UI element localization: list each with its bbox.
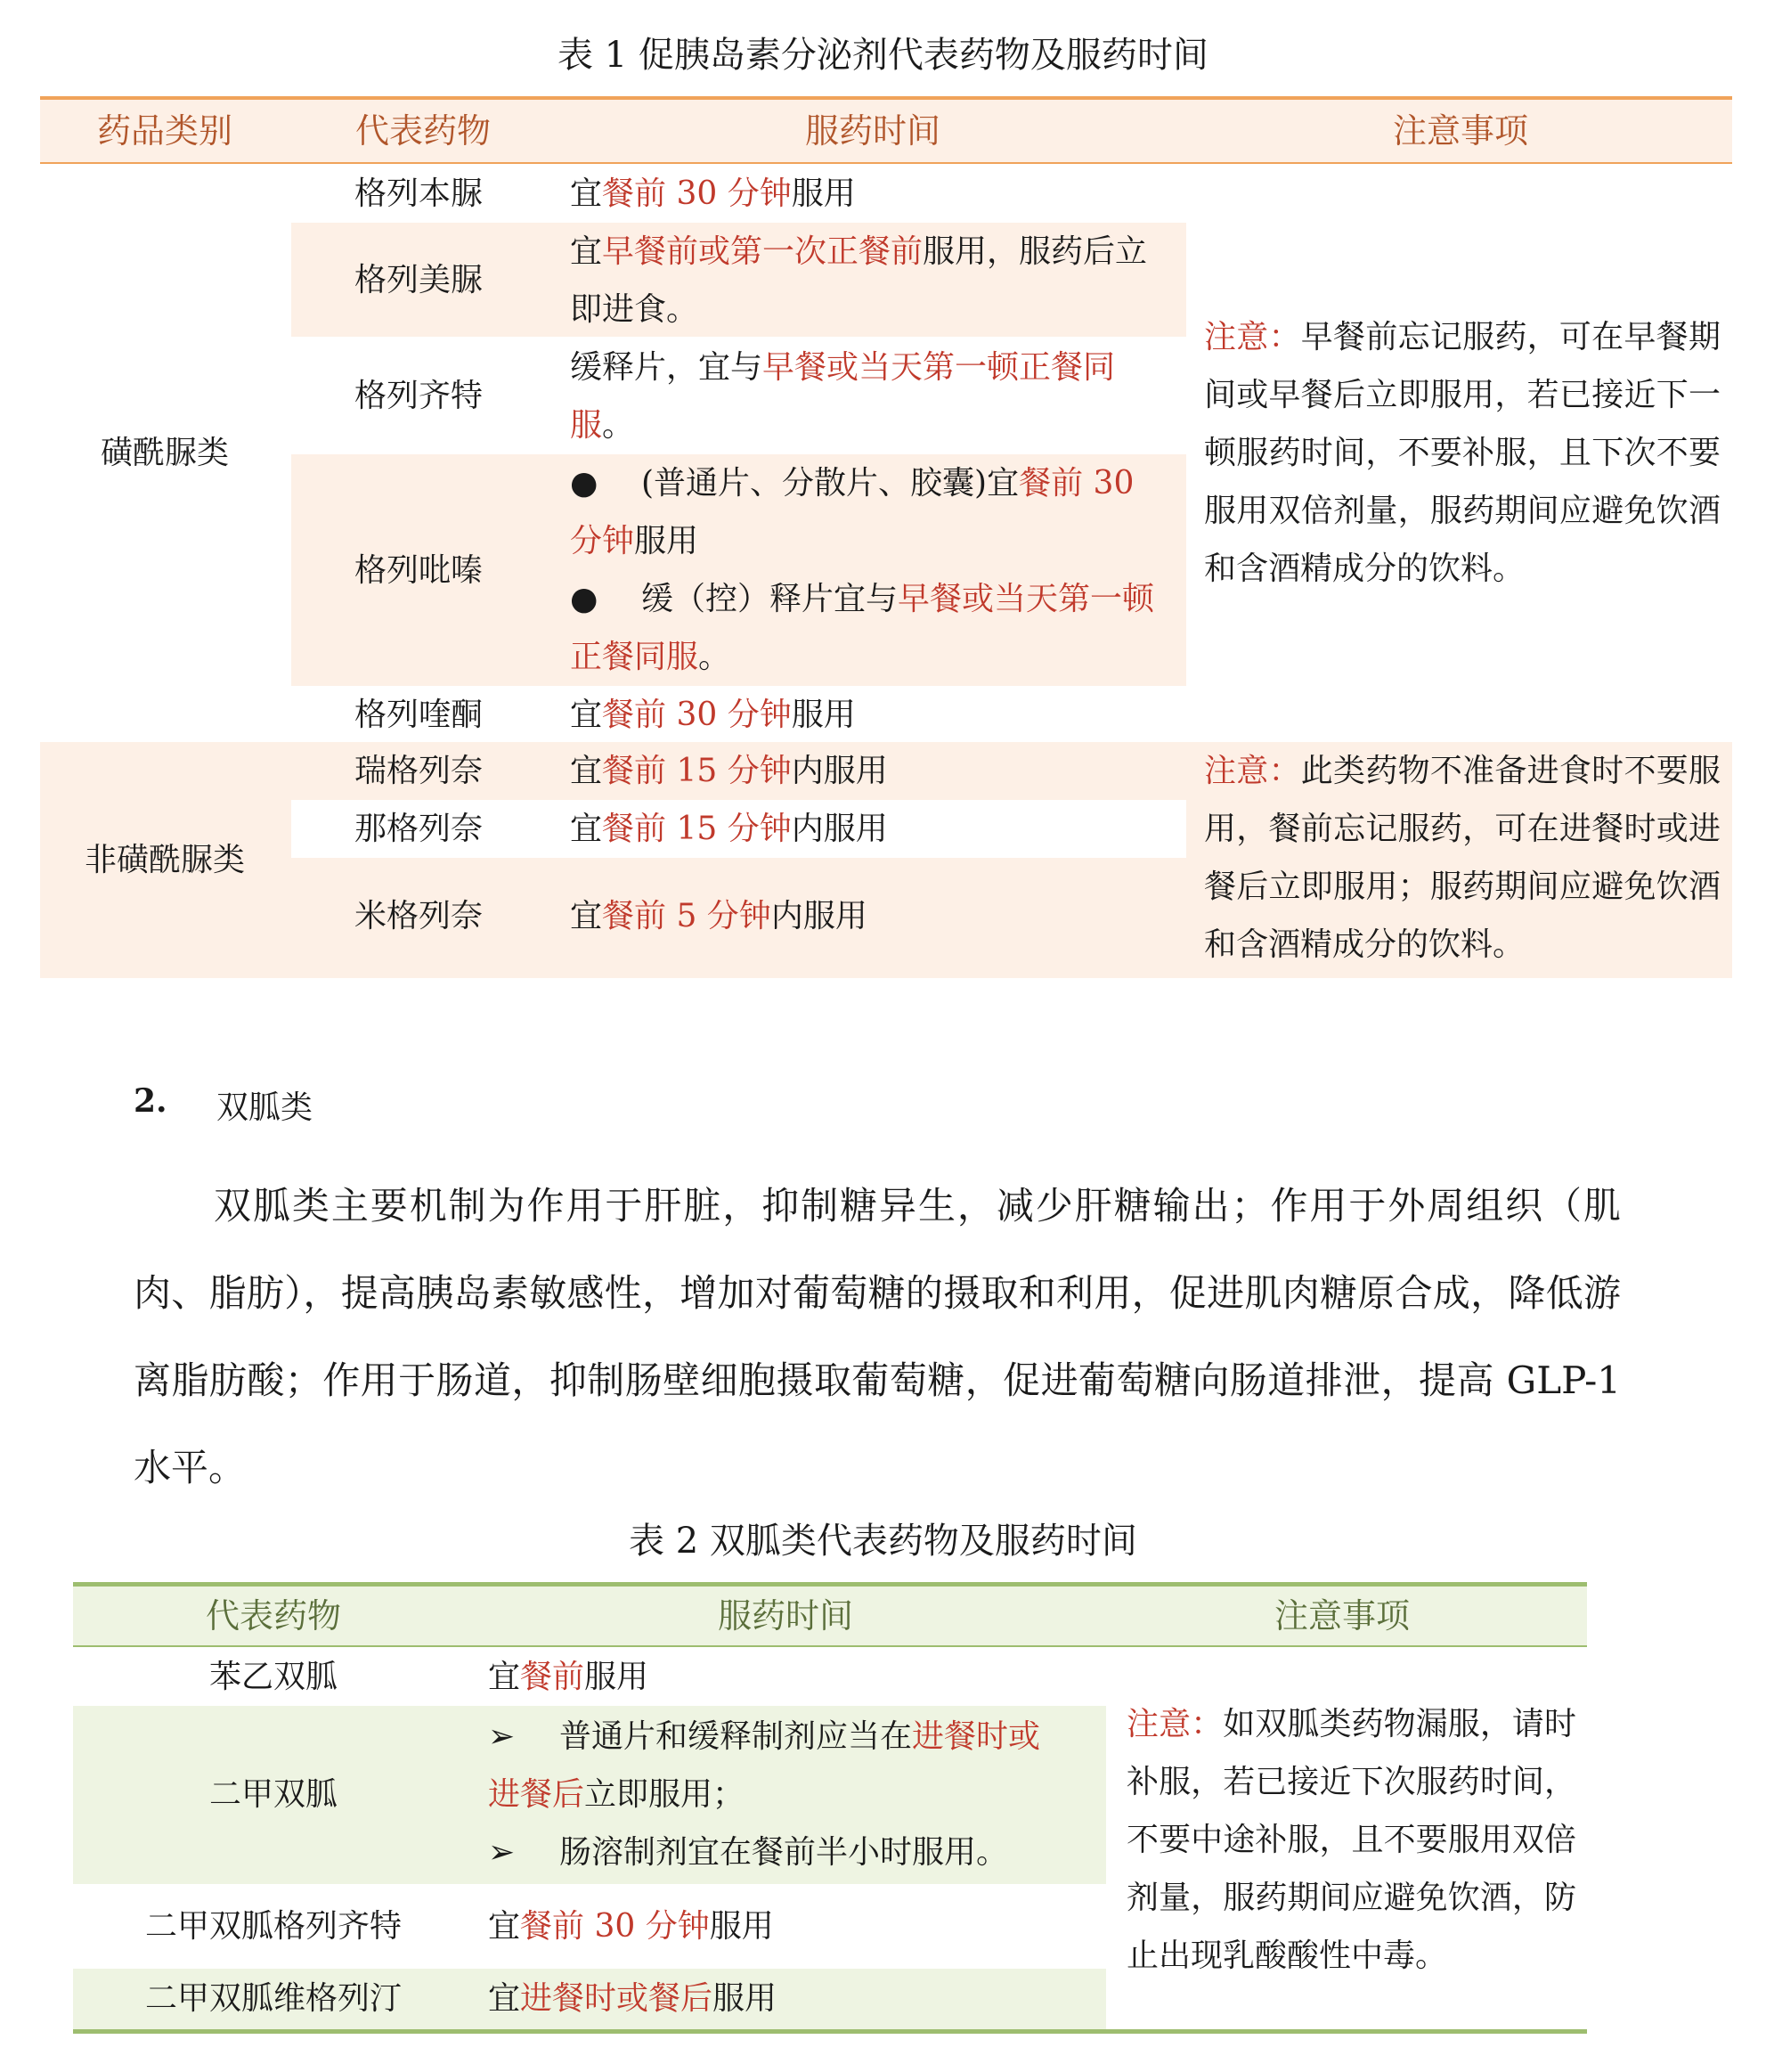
- drug-name: 格列美脲: [354, 262, 484, 298]
- drug-name: 瑞格列奈: [354, 753, 484, 789]
- bullet-icon: ●: [570, 465, 598, 502]
- dosing-time: 宜餐前 30 分钟服用: [570, 175, 856, 212]
- drug-name: 格列本脲: [354, 175, 484, 212]
- drug-name: 那格列奈: [354, 811, 484, 847]
- table1-header-rule: [40, 162, 1732, 164]
- table2-header-drug: 代表药物: [205, 1596, 341, 1636]
- table1-header-drug: 代表药物: [354, 111, 491, 151]
- dosing-time: 宜餐前 5 分钟内服用: [570, 898, 867, 934]
- table1-header-category: 药品类别: [96, 111, 232, 151]
- drug-name: 二甲双胍维格列汀: [144, 1980, 402, 2017]
- dosing-time: ● (普通片、分散片、胶囊)宜餐前 30 分钟服用 ● 缓（控）释片宜与早餐或当天第一顿 正餐同服。: [570, 454, 1184, 686]
- drug-name: 苯乙双胍: [208, 1659, 338, 1695]
- category-non-sulfonylurea: 非磺酰脲类: [84, 842, 245, 878]
- dosing-time: 宜餐前 15 分钟内服用: [570, 753, 888, 789]
- section-paragraph: 双胍类主要机制为作用于肝脏，抑制糖异生，减少肝糖输出；作用于外周组织（肌肉、脂肪），提高胰岛素敏感性，增加对葡萄糖的摄取和利用，促进肌肉糖原合成，降低游离脂肪酸；作用于肠道，抑制肠壁细胞摄取葡萄糖，促进葡萄糖向肠道排泄，提高 GLP-1 水平。: [134, 1184, 1621, 1489]
- section-title: 双胍类: [216, 1089, 313, 1126]
- table1-header-time: 服药时间: [804, 111, 940, 151]
- drug-name: 米格列奈: [354, 898, 484, 934]
- table2-header-notes: 注意事项: [1274, 1596, 1410, 1636]
- section-number: 2.: [134, 1082, 167, 1120]
- table2-caption: 表 2 双胍类代表药物及服药时间: [629, 1521, 1137, 1562]
- table2-header-rule: [73, 1645, 1587, 1647]
- table1-header-notes: 注意事项: [1392, 111, 1528, 151]
- arrow-bullet-icon: ➢: [488, 1718, 516, 1755]
- table2-header-time: 服药时间: [717, 1596, 853, 1636]
- drug-name: 格列齐特: [354, 378, 484, 414]
- dosing-time: 宜餐前 15 分钟内服用: [570, 811, 888, 847]
- drug-name: 格列吡嗪: [354, 552, 484, 589]
- table2-bottom-rule: [73, 2029, 1587, 2034]
- biguanide-note: 注意：如双胍类药物漏服，请时补服，若已接近下次服药时间，不要中途补服，且不要服用双倍剂量，服药期间应避免饮酒，防止出现乳酸酸性中毒。: [1127, 1706, 1576, 1974]
- dosing-time: 宜进餐时或餐后服用: [488, 1980, 777, 2017]
- dosing-time: 宜餐前服用: [488, 1659, 649, 1695]
- dosing-time: 宜餐前 30 分钟服用: [488, 1908, 774, 1945]
- drug-name: 二甲双胍: [208, 1776, 338, 1813]
- dosing-time: 宜餐前 30 分钟服用: [570, 697, 856, 733]
- dosing-time: ➢ 普通片和缓释制剂应当在进餐时或 进餐后立即服用； ➢ 肠溶制剂宜在餐前半小时服用。: [488, 1708, 1103, 1881]
- sulfonylurea-note: 注意：早餐前忘记服药，可在早餐期间或早餐后立即服用，若已接近下一顿服药时间，不要补服，且下次不要服用双倍剂量，服药期间应避免饮酒和含酒精成分的饮料。: [1204, 319, 1721, 587]
- category-sulfonylurea: 磺酰脲类: [100, 435, 229, 471]
- dosing-time: 宜早餐前或第一次正餐前服用，服药后立 即进食。: [570, 233, 1148, 328]
- table1-caption: 表 1 促胰岛素分泌剂代表药物及服药时间: [557, 35, 1209, 76]
- bullet-icon: ●: [570, 581, 598, 617]
- drug-name: 格列喹酮: [354, 697, 484, 733]
- drug-name: 二甲双胍格列齐特: [144, 1908, 402, 1945]
- dosing-time: 缓释片，宜与早餐或当天第一顿正餐同 服。: [570, 349, 1116, 444]
- arrow-bullet-icon: ➢: [488, 1834, 516, 1871]
- non-sulfonylurea-note: 注意：此类药物不准备进食时不要服用，餐前忘记服药，可在进餐时或进餐后立即服用；服药期间应避免饮酒和含酒精成分的饮料。: [1204, 753, 1721, 963]
- table1-row-shade: [40, 800, 291, 978]
